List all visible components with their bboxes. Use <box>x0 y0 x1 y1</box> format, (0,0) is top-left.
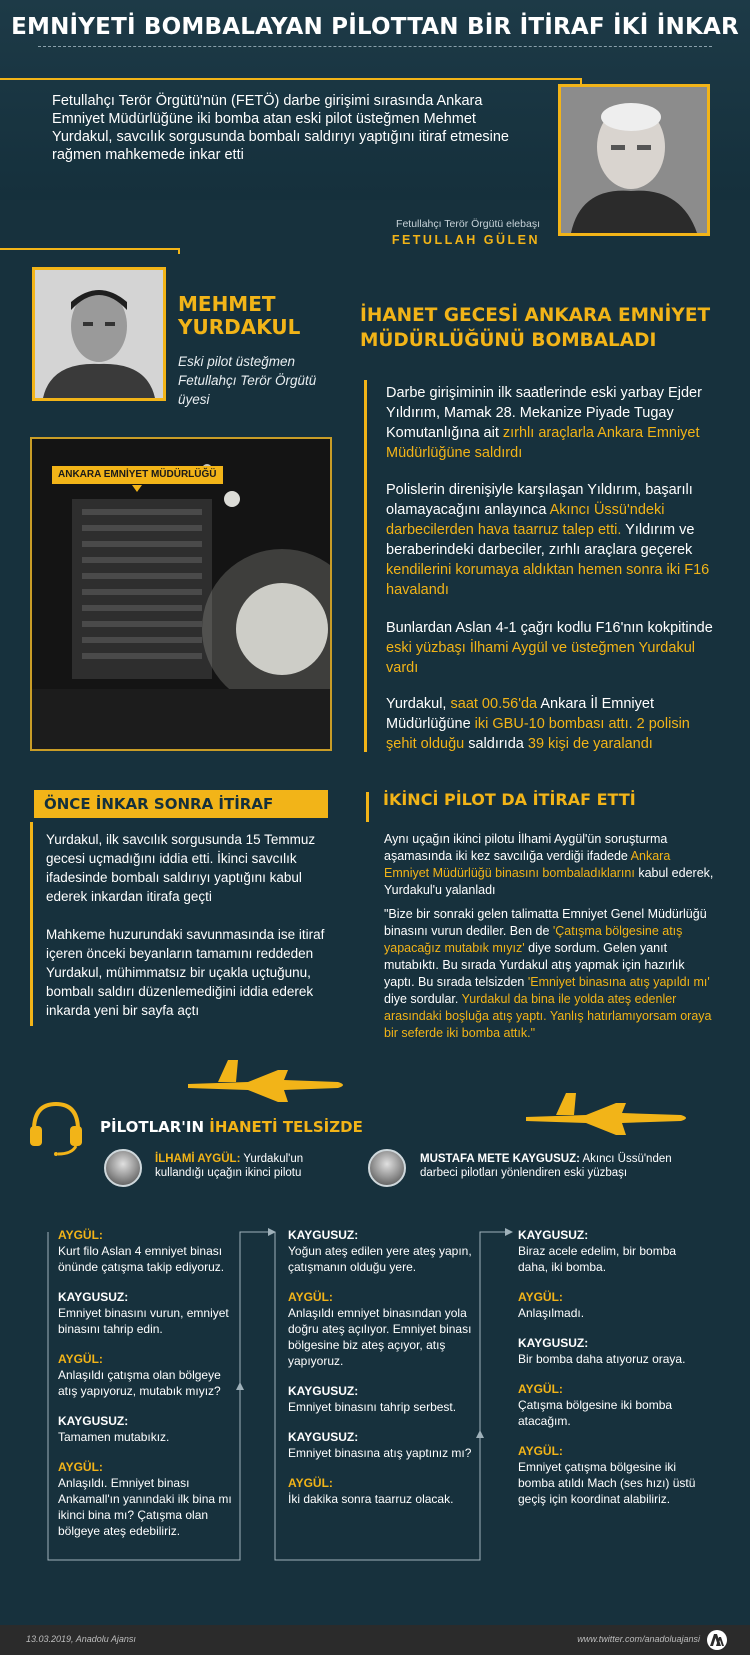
dialog-entry <box>58 1351 233 1399</box>
footer-date-source: 13.03.2019, Anadolu Ajansı <box>26 1634 136 1644</box>
title-divider <box>38 46 712 47</box>
ihanet-paragraph-1 <box>386 383 722 463</box>
speaker-label: KAYGUSUZ: <box>288 1430 359 1444</box>
photo-label-arrow-icon <box>132 485 142 492</box>
ikinci-p2-highlight-2: 'Emniyet binasına atış yapıldı mı' <box>527 975 710 989</box>
mehmet-role-line2: Fetullahçı Terör Örgütü <box>178 373 317 388</box>
dialog-column-2 <box>288 1227 473 1521</box>
once-paragraph-1: Yurdakul, ilk savcılık sorgusunda 15 Temmuz gecesi uçmadığını iddia etti. İkinci savcılık ifadesinde bombalı saldırıyı yaptığını kabul ederek inkardan itirafa geçti <box>46 832 316 904</box>
ihanet-p4-text: Yurdakul, <box>386 696 451 712</box>
ihanet-p4-highlight: saat 00.56'da <box>450 696 538 712</box>
gulen-portrait-icon <box>561 87 707 233</box>
dialog-entry <box>518 1289 698 1321</box>
ihanet-paragraph-4 <box>386 694 722 754</box>
ikinci-accent-bar <box>366 792 374 822</box>
mehmet-name-line1: MEHMET <box>178 292 276 316</box>
emniyet-attack-photo <box>30 437 332 751</box>
headset-icon <box>28 1098 84 1156</box>
dialog-entry <box>288 1475 473 1507</box>
dialog-text: Anlaşıldı. Emniyet binası Ankamall'ın yanındaki ilk bina mı ikinci bina mı? Çatışma olan bölgeye ateş edebiliriz. <box>58 1476 232 1538</box>
speaker-label: KAYGUSUZ: <box>58 1414 129 1428</box>
ihanet-title <box>360 303 740 353</box>
ihanet-p4-text-2: Ankara İl Emniyet Müdürlüğüne <box>386 696 654 732</box>
dialog-entry <box>288 1289 473 1369</box>
ihanet-title-line1: İHANET GECESİ ANKARA EMNİYET <box>360 305 711 326</box>
f16-jet-icon-2 <box>516 1087 691 1139</box>
aygul-avatar <box>104 1149 142 1187</box>
speaker-label: KAYGUSUZ: <box>288 1384 359 1398</box>
dialog-text: Emniyet binasını vurun, emniyet binasını tahrip edin. <box>58 1306 229 1336</box>
dialog-entry <box>288 1227 473 1275</box>
speaker-label: AYGÜL: <box>58 1352 103 1366</box>
ihanet-p2-text: Polislerin direnişiyle karşılaşan Yıldırım, başarılı olamayacağını anlayınca <box>386 482 693 518</box>
dialog-entry <box>58 1413 233 1445</box>
dialog-text: Emniyet binasını tahrip serbest. <box>288 1400 457 1414</box>
mehmet-role-line3: üyesi <box>178 392 210 407</box>
dialog-entry <box>518 1335 698 1367</box>
ihanet-p4-highlight-3: 39 kişi de yaralandı <box>527 736 653 752</box>
dialog-entry <box>58 1289 233 1337</box>
mehmet-name <box>178 293 328 339</box>
dialog-text: Emniyet çatışma bölgesine iki bomba atıldı Mach (ses hızı) üstü geçiş için koordinat alabiliriz. <box>518 1460 696 1506</box>
dialog-column-1 <box>58 1227 233 1553</box>
ihanet-p3-highlight: eski yüzbaşı İlhami Aygül ve üsteğmen Yurdakul vardı <box>386 640 695 676</box>
speaker-label: KAYGUSUZ: <box>518 1228 589 1242</box>
building-photo-icon <box>32 439 330 749</box>
ihanet-p1-text: Darbe girişiminin ilk saatlerinde eski yarbay Ejder Yıldırım, Mamak 28. Mekanize Piyade Tugay Komutanlığına ait <box>386 385 702 441</box>
once-accent-bar <box>30 822 33 1026</box>
footer-twitter-link[interactable]: www.twitter.com/anadoluajansi <box>577 1634 700 1644</box>
ihanet-paragraph-2 <box>386 480 722 600</box>
speaker-label: AYGÜL: <box>288 1290 333 1304</box>
aygul-description <box>155 1152 355 1180</box>
dialog-text: Emniyet binasına atış yaptınız mı? <box>288 1446 472 1460</box>
once-paragraph-2: Mahkeme huzurundaki savunmasında ise itiraf içeren önceki beyanların tamamını reddeden Yurdakul, mühimmatsız bir uçakla uçtuğunu, bombalı saldırı düzenlemediğini iddia ederek inkarda yeni bir sayfa açtı <box>46 927 325 1018</box>
ihanet-p4-highlight-2: iki GBU-10 bombası attı. 2 polisin şehit olduğu <box>386 716 690 752</box>
ikinci-p2-text-3: diye sordular. <box>384 992 462 1006</box>
speaker-label: AYGÜL: <box>518 1444 563 1458</box>
telsiz-title-part2: İHANETİ TELSİZDE <box>209 1118 363 1136</box>
dialog-entry <box>518 1227 698 1275</box>
ikinci-paragraph-1 <box>384 831 714 899</box>
gulen-name: FETULLAH GÜLEN <box>391 233 540 247</box>
dialog-text: Yoğun ateş edilen yere ateş yapın, çatışmanın olduğu yere. <box>288 1244 472 1274</box>
ikinci-p2-text: "Bize bir sonraki gelen talimatta Emniyet Genel Müdürlüğü binasını vurun dediler. Ben de <box>384 907 707 938</box>
f16-jet-icon <box>188 1052 348 1106</box>
ikinci-pilot-title: İKİNCİ PİLOT DA İTİRAF ETTİ <box>383 790 636 809</box>
dialog-text: Anlaşıldı emniyet binasından yola doğru ateş açılıyor. Emniyet binası bölgesine biz ateş açıyor, atış yapıyoruz. <box>288 1306 472 1368</box>
ihanet-p4-text-3: saldırıda <box>464 736 528 752</box>
kaygusuz-desc: Akıncı Üssü'nden darbeci pilotları yönlendiren eski yüzbaşı <box>420 1153 672 1179</box>
speaker-label: AYGÜL: <box>58 1460 103 1474</box>
speaker-label: AYGÜL: <box>288 1476 333 1490</box>
ikinci-p2-highlight-3: Yurdakul da bina ile yolda ateş edenler arasındaki boşluğa atış yaptı. Yanlış hatırlamıyorsam oraya bir seferde iki bomba attık." <box>384 992 712 1040</box>
ikinci-p1-text: Aynı uçağın ikinci pilotu İlhami Aygül'ün soruşturma aşamasında iki kez savcılığa verdiği ifadede <box>384 832 668 863</box>
dialog-text: Anlaşılmadı. <box>518 1306 585 1320</box>
page-title: EMNİYETİ BOMBALAYAN PİLOTTAN BİR İTİRAF İKİ İNKAR <box>11 14 739 40</box>
speaker-label: AYGÜL: <box>518 1290 563 1304</box>
dialog-text: Bir bomba daha atıyoruz oraya. <box>518 1352 686 1366</box>
dialog-column-3 <box>518 1227 698 1521</box>
ikinci-p1-highlight: Ankara Emniyet Müdürlüğü binasını bombaladıklarını <box>384 849 671 880</box>
speaker-label: AYGÜL: <box>58 1228 103 1242</box>
dialog-entry <box>518 1443 698 1507</box>
kaygusuz-avatar <box>368 1149 406 1187</box>
mehmet-portrait-icon <box>35 270 163 398</box>
speaker-label: KAYGUSUZ: <box>518 1336 589 1350</box>
aa-logo-icon <box>705 1629 729 1651</box>
dialog-entry <box>58 1459 233 1539</box>
ihanet-p2-text-2: Yıldırım ve beraberindeki darbeciler, zırhlı araçlara geçerek <box>386 522 695 558</box>
ihanet-accent-bar <box>364 380 367 752</box>
ikinci-p2-highlight: 'Çatışma bölgesine atış yapacağız mutabık mıyız' <box>384 924 683 955</box>
dialog-text: Kurt filo Aslan 4 emniyet binası önünde çatışma takip ediyoruz. <box>58 1244 225 1274</box>
ihanet-p1-highlight: zırhlı araçlarla Ankara Emniyet Müdürlüğüne saldırdı <box>386 425 700 461</box>
ihanet-p2-highlight-2: kendilerini korumaya aldıktan hemen sonra iki F16 havalandı <box>386 562 710 598</box>
mehmet-role <box>178 352 338 409</box>
dialog-entry <box>58 1227 233 1275</box>
ikinci-p1-text-2: kabul ederek, Yurdakul'u yalanladı <box>384 866 714 897</box>
dialog-entry <box>288 1429 473 1461</box>
kaygusuz-description <box>420 1152 680 1180</box>
ihanet-paragraph-3 <box>386 618 722 678</box>
dialog-entry <box>288 1383 473 1415</box>
mehmet-frame <box>0 248 180 254</box>
dialog-text: Biraz acele edelim, bir bomba daha, iki bomba. <box>518 1244 677 1274</box>
speaker-label: KAYGUSUZ: <box>288 1228 359 1242</box>
ihanet-title-line2: MÜDÜRLÜĞÜNÜ BOMBALADI <box>360 330 657 351</box>
dialog-entry <box>518 1381 698 1429</box>
photo-label: ANKARA EMNİYET MÜDÜRLÜĞÜ <box>52 466 223 484</box>
ikinci-p2-text-2: diye sordum. Gelen yanıt mutabıktı. Bu sırada Yurdakul atış yapmak için hazırlık yaptı. Bu sırada telsizden <box>384 941 685 989</box>
mehmet-role-line1: Eski pilot üsteğmen <box>178 354 296 369</box>
ihanet-p2-highlight: Akıncı Üssü'ndeki darbecilerden hava taarruz talep etti. <box>386 502 665 538</box>
aygul-name: İLHAMİ AYGÜL: <box>155 1153 241 1165</box>
telsiz-title <box>100 1118 400 1136</box>
telsiz-title-part1: PİLOTLAR'IN <box>100 1118 210 1136</box>
ikinci-paragraph-2 <box>384 906 714 1042</box>
dialog-text: Çatışma bölgesine iki bomba atacağım. <box>518 1398 673 1428</box>
speaker-label: KAYGUSUZ: <box>58 1290 129 1304</box>
gulen-photo <box>558 84 710 236</box>
dialog-text: İki dakika sonra taarruz olacak. <box>288 1492 454 1506</box>
mehmet-name-line2: YURDAKUL <box>178 315 301 339</box>
dialog-text: Tamamen mutabıkız. <box>58 1430 170 1444</box>
kaygusuz-name: MUSTAFA METE KAYGUSUZ: <box>420 1153 580 1165</box>
gulen-caption: Fetullahçı Terör Örgütü elebaşı <box>396 218 540 230</box>
mehmet-photo <box>32 267 166 401</box>
dialog-text: Anlaşıldı çatışma olan bölgeye atış yapıyoruz, mutabık mıyız? <box>58 1368 221 1398</box>
once-inkar-title: ÖNCE İNKAR SONRA İTİRAF <box>34 790 328 818</box>
speaker-label: AYGÜL: <box>518 1382 563 1396</box>
ihanet-p3-text: Bunlardan Aslan 4-1 çağrı kodlu F16'nın kokpitinde <box>386 620 713 636</box>
intro-text: Fetullahçı Terör Örgütü'nün (FETÖ) darbe girişimi sırasında Ankara Emniyet Müdürlüğüne iki bomba atan eski pilot üsteğmen Mehmet Yurdakul, savcılık sorgusunda bombalı saldırıyı yaptığını itiraf etmesine rağmen mahkemede inkar etti <box>52 93 509 163</box>
aygul-desc: Yurdakul'un kullandığı uçağın ikinci pilotu <box>155 1153 304 1179</box>
